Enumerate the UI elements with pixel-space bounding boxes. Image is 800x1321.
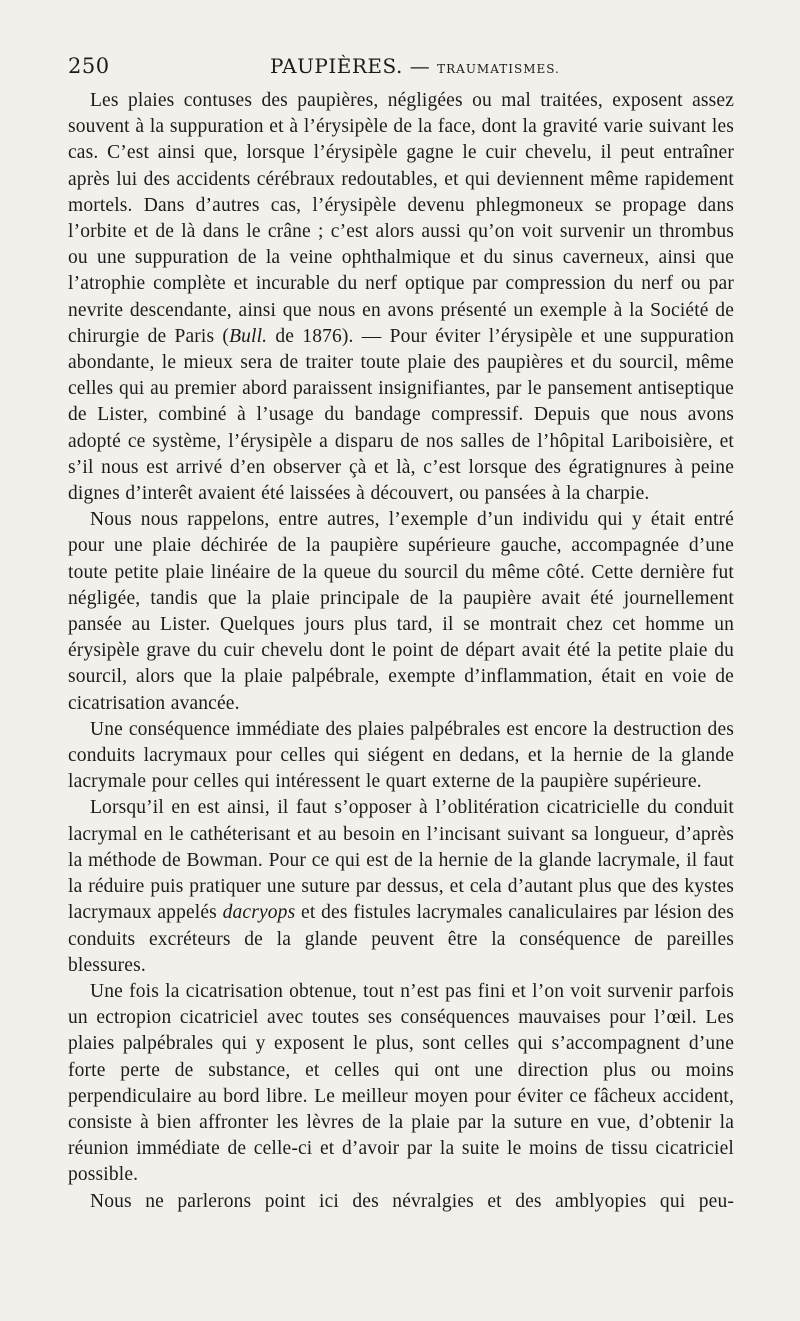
body-text — [68, 88, 734, 1215]
paragraph-4-part-a: Lorsqu’il en est ainsi, il faut s’opposer à l’oblitération cicatricielle du conduit lacrymal en le cathéterisant et au besoin en l’incisant suivant sa longueur, d’après la méthode de Bowman. Pour ce qui est de la hernie de la glande lacrymale, il faut la réduire puis pratiquer une suture par dessus, et cela d’autant plus que des kystes lacrymaux appelés — [68, 797, 734, 924]
chapter-title: PAUPIÈRES. — [270, 54, 403, 78]
page-number: 250 — [68, 54, 110, 78]
paragraph-1-part-b: de 1876). — Pour éviter l’érysipèle et une suppuration abondante, le mieux sera de traiter toute plaie des paupières et du sourcil, même celles qui au premier abord paraissent insignifiantes, par le pansement antiseptique de Lister, combiné à l’usage du bandage compressif. Depuis que nous avons adopté ce système, l’érysipèle a disparu de nos salles de l’hôpital Lariboisière, et s’il nous est arrivé d’en observer çà et là, c’est lorsque des égratignures à peine dignes d’interêt avaient été laissées à découvert, ou pansées à la charpie. — [68, 325, 734, 505]
paragraph-5: Une fois la cicatrisation obtenue, tout n’est pas fini et l’on voit survenir parfois un ectropion cicatriciel avec toutes ses conséquences mauvaises pour l’œil. Les plaies palpébrales qui y exposent le plus, sont celles qui s’accompagnent d’une forte perte de substance, et celles qui ont une direction plus ou moins perpendiculaire au bord libre. Le meilleur moyen pour éviter ce fâcheux accident, consiste à bien affronter les lèvres de la plaie par la suture en vue, d’obtenir la réunion immédiate de celle-ci et d’avoir par la suite le moins de tissu cicatriciel possible. — [68, 980, 734, 1186]
paragraph-1 — [68, 88, 734, 507]
running-title — [270, 54, 560, 78]
paragraph-4 — [68, 795, 734, 978]
paragraph-2: Nous nous rappelons, entre autres, l’exemple d’un individu qui y était entré pour une plaie déchirée de la paupière supérieure gauche, accompagnée d’une toute petite plaie linéaire de la queue du sourcil du même côté. Cette dernière fut négligée, tandis que la plaie principale de la paupière avait été journellement pansée au Lister. Quelques jours plus tard, il se montrait chez cet homme un érysipèle grave du cuir chevelu dont le point de départ avait été la petite plaie du sourcil, alors que la plaie palpébrale, exempte d’inflammation, était en voie de cicatrisation avancée. — [68, 509, 734, 714]
paragraph-4-part-b: et des fistules lacrymales canaliculaires par lésion des conduits excréteurs de la glande peuvent être la conséquence de pareilles blessures. — [68, 902, 734, 976]
paragraph-3: Une conséquence immédiate des plaies palpébrales est encore la destruction des conduits lacrymaux pour celles qui siégent en dedans, et la hernie de la glande lacrymale pour celles qui intéressent le quart externe de la paupière supérieure. — [68, 718, 734, 793]
citation-italic: Bull. — [229, 325, 268, 347]
section-subtitle: TRAUMATISMES. — [437, 62, 560, 76]
paragraph-1-part-a: Les plaies contuses des paupières, négligées ou mal traitées, exposent assez souvent à la suppuration et à l’érysipèle de la face, dont la gravité varie suivant les cas. C’est ainsi que, lorsque l’érysipèle gagne le cuir chevelu, il peut entraîner après lui des accidents cérébraux redoutables, et qui deviennent même rapidement mortels. Dans d’autres cas, l’érysipèle devenu phlegmoneux se propage dans l’orbite et de là dans le crâne ; c’est alors aussi qu’on voit survenir un thrombus ou une suppuration de la veine ophthalmique et du sinus caverneux, ainsi que l’atrophie complète et incurable du nerf optique par compression du nerf ou par nevrite descendante, ainsi que nous en avons présenté un exemple à la Société de chirurgie de Paris ( — [68, 90, 734, 347]
running-header — [68, 54, 733, 84]
term-italic: dacryops — [222, 902, 296, 924]
title-dash: — — [409, 54, 431, 78]
paragraph-6: Nous ne parlerons point ici des névralgies et des amblyopies qui peu- — [90, 1190, 734, 1212]
